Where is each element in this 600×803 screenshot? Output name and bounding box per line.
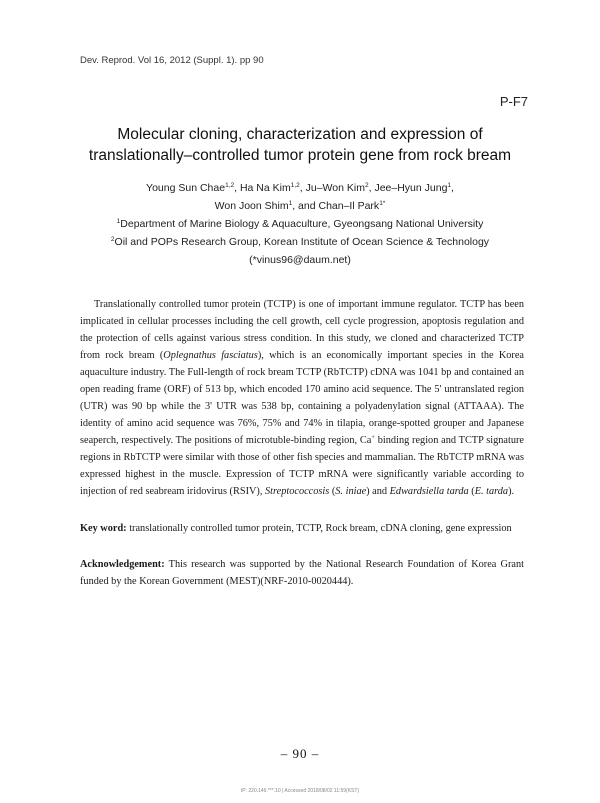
author-separator: , — [234, 182, 240, 194]
acknowledgement-text: This research was supported by the National Research Foundation of Korea Grant funded by the Korean Government (MEST)(NRF-2010-0020444). — [80, 559, 524, 587]
keywords-text: translationally controlled tumor protein, TCTP, Rock bream, cDNA cloning, gene expression — [126, 523, 512, 534]
author-affiliation-mark: 1,2 — [290, 182, 300, 189]
journal-reference: Dev. Reprod. Vol 16, 2012 (Suppl. 1). pp 90 — [80, 55, 264, 66]
pathogen-name: S. iniae — [335, 486, 367, 497]
author-name: Ha Na Kim — [239, 182, 291, 194]
abstract-paragraph — [80, 296, 524, 500]
author-name: Ju–Won Kim — [305, 182, 365, 194]
species-name: Oplegnathus fasciatus — [163, 350, 258, 361]
affiliation-2 — [40, 233, 560, 251]
abstract-text: binding region and TCTP signature regions in RbTCTP were similar with those of other fish species and mammalian. The RbTCTP mRNA was expressed highest in the muscle. Expression of TCTP mRNA were significantly variable according to injection of red seabream iridovirus (RSIV), — [80, 435, 524, 497]
author-affiliation-mark: 1* — [379, 200, 386, 207]
affiliation-text: Department of Marine Biology & Aquaculture, Gyeongsang National University — [120, 218, 484, 230]
paper-title — [40, 124, 560, 166]
author-affiliation-mark: 1 — [447, 182, 452, 189]
abstract-text: ) and — [366, 486, 390, 497]
abstract-text: ( — [329, 486, 336, 497]
keywords-label: Key word: — [80, 523, 127, 534]
author-separator: , — [368, 182, 375, 194]
author-name: Jee–Hyun Jung — [374, 182, 448, 194]
authors-line-1 — [40, 179, 560, 197]
abstract-text: ). — [508, 486, 515, 497]
affiliation-mark: 2 — [110, 236, 115, 243]
author-name: Young Sun Chae — [146, 182, 226, 194]
author-name: Chan–Il Park — [318, 200, 380, 212]
author-separator: , — [299, 182, 306, 194]
access-info: IP: 220.149.***.10 | Accessed 2018/08/02 11:59(KST) — [240, 788, 360, 794]
author-block — [40, 179, 560, 269]
corresponding-email: (*vinus96@daum.net) — [249, 254, 351, 266]
affiliation-1 — [40, 215, 560, 233]
acknowledgement-label: Acknowledgement: — [80, 559, 165, 570]
pathogen-name: Edwardsiella tarda — [389, 486, 469, 497]
author-separator: , — [451, 182, 454, 194]
poster-code: P-F7 — [499, 94, 528, 109]
keywords-line — [80, 520, 524, 537]
page-number: – 90 – — [280, 746, 320, 761]
ion-charge-mark: + — [371, 434, 375, 441]
author-affiliation-mark: 1,2 — [225, 182, 235, 189]
affiliation-mark: 1 — [116, 218, 121, 225]
abstract-text: Translationally controlled tumor protein (TCTP) is one of important immune regulator. TCTP has been implicated in cellular processes including the cell growth, cell cycle progression, apoptosis regulation and the protection of cells against various stress condition. In this study, we cloned and characterized TCTP from rock bream ( — [80, 299, 524, 361]
pathogen-name: Streptococcosis — [265, 486, 330, 497]
abstract-text: ( — [468, 486, 475, 497]
abstract-text: ), which is an economically important species in the Korea aquaculture industry. The Full-length of rock bream TCTP (RbTCTP) cDNA was 1041 bp and contained an open reading frame (ORF) of 513 bp, which encoded 170 amino acid sequence. The 5' untranslated region (UTR) was 90 bp while the 3' UTR was 538 bp, containing a polyadenylation signal (ATTAAA). The identity of amino acid sequence was 76%, 75% and 74% in tilapia, orange-spotted grouper and Japanese seaperch, respectively. The positions of microtuble-binding region, Ca — [80, 350, 524, 446]
title-line-1: Molecular cloning, characterization and expression of — [117, 126, 483, 143]
author-separator: , and — [292, 200, 319, 212]
affiliation-text: Oil and POPs Research Group, Korean Institute of Ocean Science & Technology — [114, 236, 490, 248]
author-affiliation-mark: 1 — [288, 200, 293, 207]
pathogen-name: E. tarda — [474, 486, 509, 497]
author-affiliation-mark: 2 — [364, 182, 369, 189]
title-line-2: translationally–controlled tumor protein gene from rock bream — [88, 147, 512, 164]
authors-line-2 — [40, 197, 560, 215]
acknowledgement-paragraph — [80, 556, 524, 590]
author-name: Won Joon Shim — [214, 200, 289, 212]
